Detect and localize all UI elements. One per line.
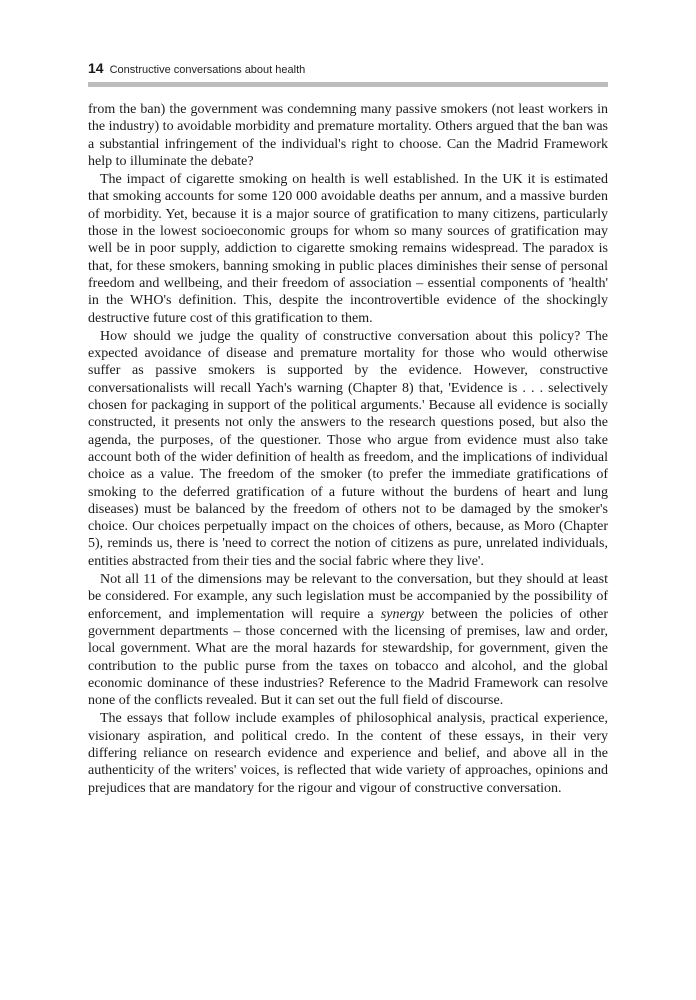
running-head [88, 60, 608, 78]
paragraph: from the ban) the government was condemning many passive smokers (not least workers in the industry) to avoidable morbidity and premature mortality. Others argued that the ban was a substantial infringement of the individual's right to choose. Can the Madrid Framework help to illuminate the debate? [88, 102, 608, 169]
emphasis: synergy [380, 606, 424, 622]
page-number: 14 [88, 60, 104, 76]
paragraph: How should we judge the quality of constructive conversation about this policy? The expected avoidance of disease and premature mortality for those who would otherwise suffer as passive smokers is supported by the evidence. However, constructive conversationalists will recall Yach's warning (Chapter 8) that, 'Evidence is . . . selectively chosen for packaging in support of the political arguments.' Because all evidence is socially constructed, it presents not only the answers to the research questions posed, but also the agenda, the purposes, of the questioner. Those who argue from evidence must also take account both of the wider definition of health as freedom, and the implications of individual choice as a value. The freedom of the smoker (to prefer the immediate gratifications of smoking to the deferred gratification of a future without the burdens of heart and lung diseases) must be balanced by the freedom of others not to be damaged by the smoker's choice. Our choices perpetually impact on the choices of others, because, as Moro (Chapter 5), reminds us, there is 'need to correct the notion of citizens as pure, unrelated individuals, entities abstracted from their ties and the social fabric where they live'. [88, 328, 608, 569]
header-rule [88, 82, 608, 87]
body-text [88, 101, 608, 797]
running-head-title: Constructive conversations about health [109, 64, 306, 76]
paragraph: Not all 11 of the dimensions may be relevant to the conversation, but they should at least be considered. For example, any such legislation must be accompanied by the possibility of enforcement, and implementation will require a synergy between the policies of other government departments – those concerned with the licensing of premises, law and order, local government. What are the moral hazards for stewardship, for government, given the contribution to the public purse from the taxes on tobacco and alcohol, and the global economic dominance of these industries? Reference to the Madrid Framework can resolve none of the conflicts revealed. But it can set out the full field of discourse. [88, 572, 609, 709]
paragraph: The essays that follow include examples of philosophical analysis, practical experience, visionary aspiration, and political credo. In the content of these essays, in their very differing reliance on research evidence and experience and belief, and above all in the authenticity of the writers' voices, is reflected that wide variety of approaches, opinions and prejudices that are mandatory for the rigour and vigour of constructive conversation. [88, 711, 608, 796]
book-page [88, 60, 608, 798]
paragraph: The impact of cigarette smoking on health is well established. In the UK it is estimated that smoking accounts for some 120 000 avoidable deaths per annum, and a massive burden of morbidity. Yet, because it is a major source of gratification to many citizens, particularly those in the lowest socioeconomic groups for whom so many sources of gratification may well be in poor supply, addiction to cigarette smoking remains widespread. The paradox is that, for these smokers, banning smoking in public places diminishes their sense of personal freedom and wellbeing, and their freedom of association – essential components of 'health' in the WHO's definition. This, despite the incontrovertible evidence of the shockingly destructive future cost of this gratification to them. [88, 172, 608, 326]
